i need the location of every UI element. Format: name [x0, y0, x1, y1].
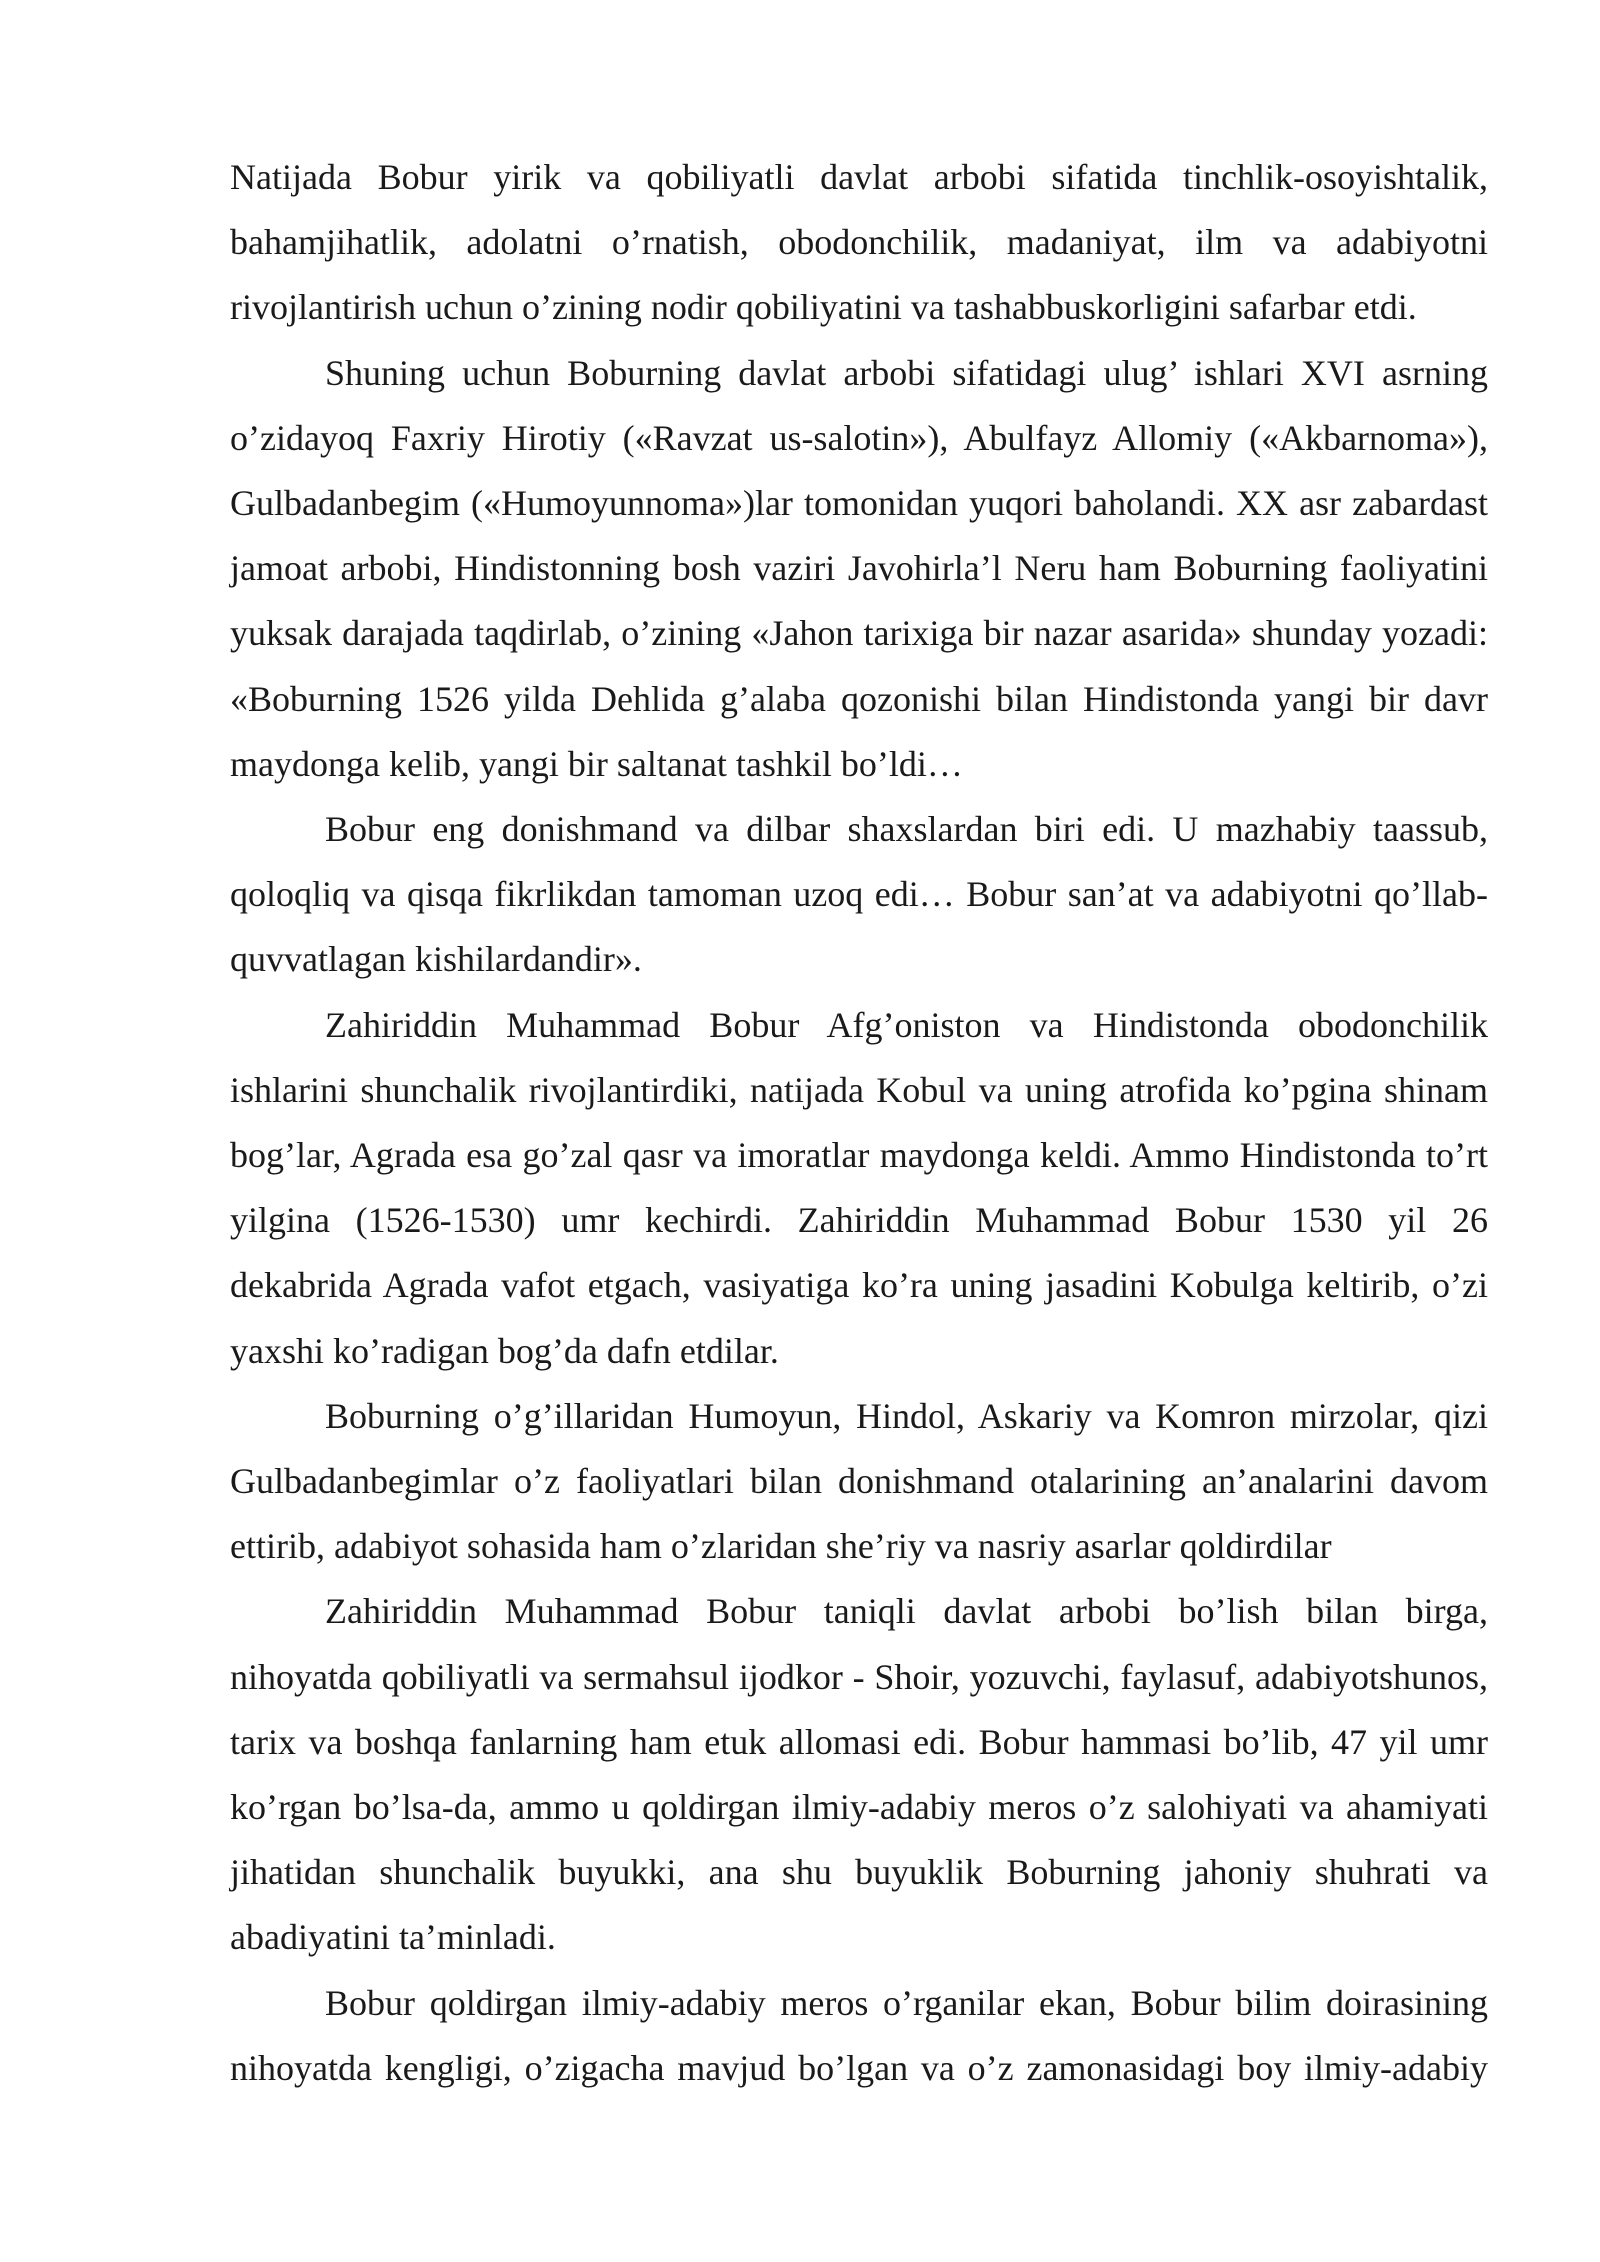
paragraph-2: Shuning uchun Boburning davlat arbobi sifatidagi ulug’ ishlari XVI asrning o’zidayoq Faxriy Hirotiy («Ravzat us-salotin»), Abulfayz Allomiy («Akbarnoma»), Gulbadanbegim («Humoyunnoma»)lar tomonidan yuqori baholandi. XX asr zabardast jamoat arbobi, Hindistonning bosh vaziri Javohirla’l Neru ham Boburning faoliyatini yuksak darajada taqdirlab, o’zining «Jahon tarixiga bir nazar asarida» shunday yozadi: «Boburning 1526 yilda Dehlida g’alaba qozonishi bilan Hindistonda yangi bir davr maydonga kelib, yangi bir saltanat tashkil bo’ldi… [230, 352, 1488, 784]
paragraph-4: Zahiriddin Muhammad Bobur Afg’oniston va Hindistonda obodonchilik ishlarini shunchalik rivojlantirdiki, natijada Kobul va uning atrofida ko’pgina shinam bog’lar, Agrada esa go’zal qasr va imoratlar maydonga keldi. Ammo Hindistonda to’rt yilgina (1526-1530) umr kechirdi. Zahiriddin Muhammad Bobur 1530 yil 26 dekabrida Agrada vafot etgach, vasiyatiga ko’ra uning jasadini Kobulga keltirib, o’zi yaxshi ko’radigan bog’da dafn etdilar. [230, 1004, 1488, 1371]
paragraph-7: Bobur qoldirgan ilmiy-adabiy meros o’rganilar ekan, Bobur bilim doirasining nihoyatda kengligi, o’zigacha mavjud bo’lgan va o’z zamonasidagi boy ilmiy-adabiy [230, 1982, 1488, 2088]
paragraph-1: Natijada Bobur yirik va qobiliyatli davlat arbobi sifatida tinchlik-osoyishtalik, bahamjihatlik, adolatni o’rnatish, obodonchilik, madaniyat, ilm va adabiyotni rivojlantirish uchun o’zining nodir qobiliyatini va tashabbuskorligini safarbar etdi. [230, 157, 1488, 328]
document-body [230, 145, 1488, 2101]
paragraph-6: Zahiriddin Muhammad Bobur taniqli davlat arbobi bo’lish bilan birga, nihoyatda qobiliyatli va sermahsul ijodkor - Shoir, yozuvchi, faylasuf, adabiyotshunos, tarix va boshqa fanlarning ham etuk allomasi edi. Bobur hammasi bo’lib, 47 yil umr ko’rgan bo’lsa-da, ammo u qoldirgan ilmiy-adabiy meros o’z salohiyati va ahamiyati jihatidan shunchalik buyukki, ana shu buyuklik Boburning jahoniy shuhrati va abadiyatini ta’minladi. [230, 1591, 1488, 1958]
paragraph-5: Boburning o’g’illaridan Humoyun, Hindol, Askariy va Komron mirzolar, qizi Gulbadanbegimlar o’z faoliyatlari bilan donishmand otalarining an’analarini davom ettirib, adabiyot sohasida ham o’zlaridan she’riy va nasriy asarlar qoldirdilar [230, 1395, 1488, 1567]
paragraph-3: Bobur eng donishmand va dilbar shaxslardan biri edi. U mazhabiy taassub, qoloqliq va qisqa fikrlikdan tamoman uzoq edi… Bobur san’at va adabiyotni qo’llab-quvvatlagan kishilardandir». [230, 809, 1488, 980]
